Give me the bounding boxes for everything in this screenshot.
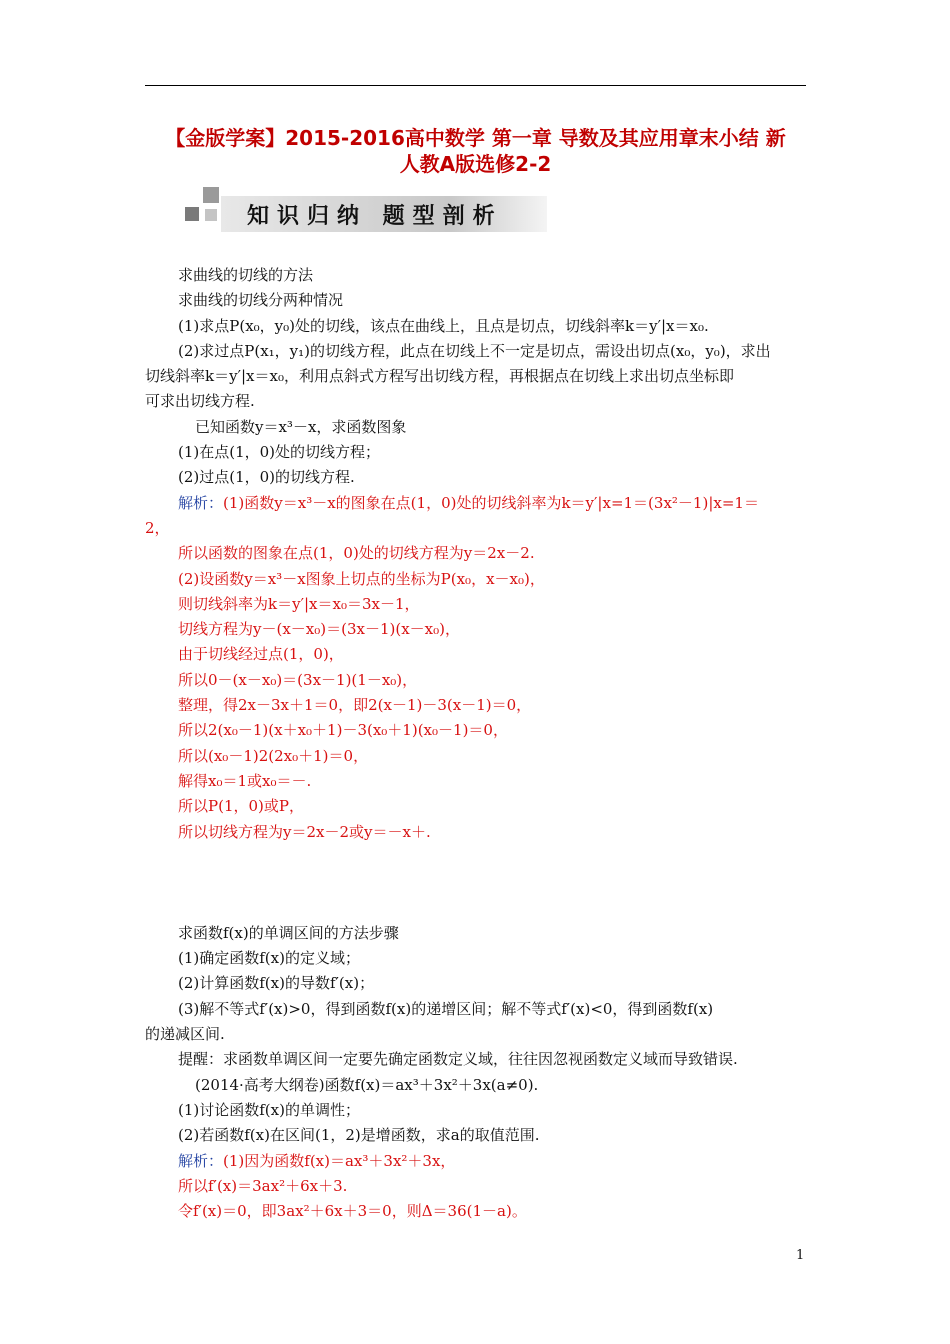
example1-line: (1)在点(1，0)处的切线方程；: [178, 443, 381, 462]
solution1-label: 解析：: [178, 493, 224, 512]
example1-line: 已知函数y＝x³－x，求函数图象: [195, 417, 407, 436]
section1-line: (2)求过点P(x₁，y₁)的切线方程，此点在切线上不一定是切点，需设出切点(x₀，y₀)，求出: [178, 341, 771, 360]
title-line-2: 人教A版选修2-2: [399, 152, 552, 176]
section2-tip: 提醒：求函数单调区间一定要先确定函数定义域，往往因忽视函数定义域而导致错误.: [178, 1050, 738, 1069]
section1-heading: 求曲线的切线的方法: [178, 266, 314, 284]
page-number: 1: [796, 1248, 805, 1263]
solution2-label: 解析：: [178, 1151, 224, 1170]
section2-wrap: 的递减区间.: [145, 1025, 225, 1044]
banner-square-1: [203, 187, 219, 203]
solution1-wrap: 2，: [145, 518, 170, 537]
section2-heading: 求函数f(x)的单调区间的方法步骤: [178, 923, 399, 942]
solution1-line: 则切线斜率为k＝y′|x＝x₀＝3x－1，: [178, 594, 420, 613]
section1-line: 可求出切线方程.: [145, 392, 255, 411]
solution2-line: 令f′(x)＝0，即3ax²＋6x＋3＝0，则Δ＝36(1－a)。: [178, 1202, 527, 1221]
top-rule: [145, 85, 806, 86]
solution1-line: 所以(x₀－1)2(2x₀＋1)＝0，: [178, 746, 369, 765]
document-body: [145, 263, 808, 1224]
title-line-1: 【金版学案】2015-2016高中数学 第一章 导数及其应用章末小结 新: [165, 126, 786, 150]
solution1-line: 由于切线经过点(1，0)，: [178, 645, 344, 664]
section1-line: 求曲线的切线分两种情况: [178, 291, 344, 310]
solution1-line: 所以P(1，0)或P，: [178, 797, 304, 816]
solution1-line: (2)设函数y＝x³－x图象上切点的坐标为P(x₀，x－x₀)，: [178, 569, 545, 588]
section2-line: (2)计算函数f(x)的导数f′(x)；: [178, 974, 375, 993]
example1-line: (2)过点(1，0)的切线方程.: [178, 468, 355, 487]
example2-line: (2014·高考大纲卷)函数f(x)＝ax³＋3x²＋3x(a≠0).: [195, 1075, 539, 1094]
document-title: [145, 125, 806, 177]
solution1-line: 所以切线方程为y＝2x－2或y＝－x＋.: [178, 822, 431, 841]
solution2-first-line: [145, 1149, 808, 1174]
solution1-line: 整理，得2x－3x＋1＝0，即2(x－1)－3(x－1)＝0，: [178, 696, 532, 715]
solution1-line: 所以函数的图象在点(1，0)处的切线方程为y＝2x－2.: [178, 544, 535, 563]
solution2-line: 所以f′(x)＝3ax²＋6x＋3.: [178, 1176, 348, 1195]
section1-line: (1)求点P(x₀，y₀)处的切线，该点在曲线上，且点是切点，切线斜率k＝y′|x＝x₀.: [178, 316, 709, 335]
example2-line: (2)若函数f(x)在区间(1，2)是增函数，求a的取值范围.: [178, 1126, 540, 1145]
banner-square-3: [205, 209, 217, 221]
solution2-text: (1)因为函数f(x)＝ax³＋3x²＋3x，: [223, 1151, 456, 1170]
solution1-first-line: [145, 491, 808, 516]
banner-text: 知识归纳 题型剖析: [247, 204, 503, 229]
solution1-line: 切线方程为y－(x－x₀)＝(3x－1)(x－x₀)，: [178, 620, 460, 639]
section-banner: [185, 187, 550, 235]
section2-line: (1)确定函数f(x)的定义域；: [178, 949, 360, 968]
solution1-text: (1)函数y＝x³－x的图象在点(1，0)处的切线斜率为k＝y′|x=1＝(3x²－1)|x=1＝: [223, 493, 759, 512]
example2-line: (1)讨论函数f(x)的单调性；: [178, 1100, 360, 1119]
section2-line: (3)解不等式f′(x)>0，得到函数f(x)的递增区间；解不等式f′(x)<0，得到函数f(x): [178, 999, 714, 1018]
solution1-line: 所以2(x₀－1)(x＋x₀＋1)－3(x₀＋1)(x₀－1)＝0，: [178, 721, 508, 740]
solution1-line: 解得x₀＝1或x₀＝－.: [178, 771, 312, 790]
section1-line: 切线斜率k＝y′|x＝x₀，利用点斜式方程写出切线方程，再根据点在切线上求出切点坐标即: [145, 367, 734, 386]
solution1-line: 所以0－(x－x₀)＝(3x－1)(1－x₀)，: [178, 670, 418, 689]
banner-square-2: [185, 207, 199, 221]
